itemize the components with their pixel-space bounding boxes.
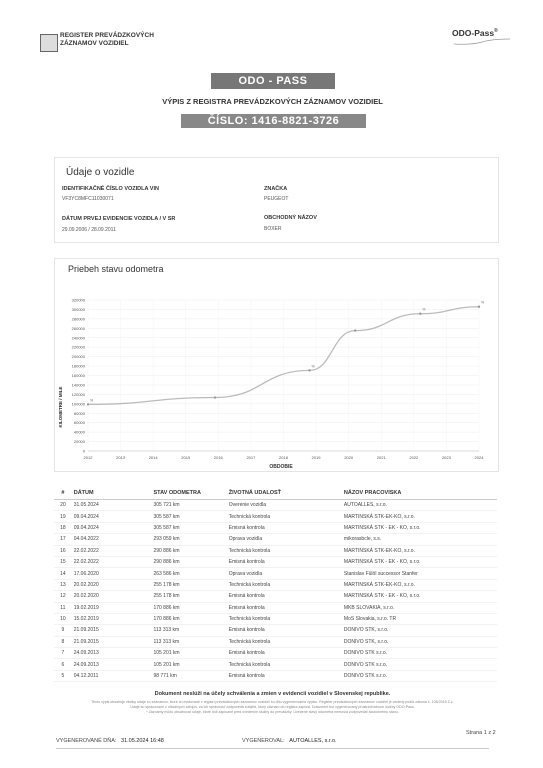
- registry-line-2: ZÁZNAMOV VOZIDIEL: [60, 40, 129, 47]
- y-tick-label: 60000: [73, 420, 85, 426]
- table-row: [54, 659, 497, 670]
- row-number: 6: [54, 659, 72, 670]
- brand-label: ZNAČKA: [264, 186, 288, 192]
- x-tick-label: 2023: [441, 455, 451, 460]
- row-date: 04.12.2011: [72, 670, 152, 681]
- registry-logo-icon: [40, 34, 58, 52]
- y-axis-label: KILOMETRE / MILE: [58, 386, 63, 428]
- x-tick-label: 2018: [279, 455, 288, 460]
- row-workshop: DONIVO STK s.r.o.: [342, 659, 497, 670]
- row-date: 20.02.2020: [72, 591, 152, 602]
- x-tick-label: 2021: [376, 455, 386, 460]
- x-tick-label: 2016: [213, 455, 223, 460]
- table-header-row: [54, 488, 497, 500]
- row-number: 7: [54, 648, 72, 659]
- row-date: 09.04.2024: [72, 511, 152, 522]
- row-workshop: Stanislav Fülöl successor Stanfer: [342, 568, 497, 579]
- row-odometer: 98 771 km: [151, 670, 226, 681]
- registry-line-1: REGISTER PREVÁDZKOVÝCH: [60, 32, 154, 39]
- row-workshop: MARTINSKÁ STK-EK-KO, s.r.o.: [342, 579, 497, 590]
- table-row: [54, 500, 497, 511]
- disclaimer-notice: Dokument neslúži na účely schválenia a zmien v evidencii vozidiel v Slovenskej republike.: [154, 691, 391, 697]
- row-odometer: 305 721 km: [151, 500, 226, 511]
- data-point: [478, 306, 480, 308]
- chart-section-title: Priebeh stavu odometra: [68, 264, 164, 274]
- row-odometer: 113 313 km: [151, 636, 226, 647]
- row-odometer: 255 178 km: [151, 579, 226, 590]
- column-header: ŽIVOTNÁ UDALOSŤ: [227, 488, 342, 500]
- row-event: Oprava vozidla: [227, 568, 342, 579]
- brand-value: PEUGEOT: [264, 196, 289, 202]
- table-row: [54, 636, 497, 647]
- y-tick-label: 0: [82, 448, 85, 454]
- row-number: 12: [54, 591, 72, 602]
- row-event: Emisná kontrola: [227, 602, 342, 613]
- row-odometer: 170 886 km: [151, 602, 226, 613]
- row-date: 15.02.2019: [72, 613, 152, 624]
- table-row: [54, 648, 497, 659]
- row-odometer: 290 886 km: [151, 545, 226, 556]
- row-event: Technická kontrola: [227, 636, 342, 647]
- generated-by-value: AUTOALLES, s.r.o.: [289, 738, 337, 744]
- row-number: 20: [54, 500, 72, 511]
- column-header: NÁZOV PRACOVISKA: [342, 488, 497, 500]
- table-row: [54, 545, 497, 556]
- fine-print-line: Tento výpis obsahuje všetky údaje zo záznamov, ktoré sú evidované v registri prevádzkových záznamov vozidiel ku dňu vygenerovania výpisu. Register prevádzkových záznamov vozidiel je vedený podľa zákona č. 106/2018 Z.z.: [91, 700, 454, 704]
- row-date: 31.05.2024: [72, 500, 152, 511]
- row-workshop: DONIVO STK, s.r.o.: [342, 636, 497, 647]
- row-event: Technická kontrola: [227, 511, 342, 522]
- row-event: Emisná kontrola: [227, 625, 342, 636]
- fine-print: [56, 700, 489, 715]
- row-workshop: MoS Slovakia, s.r.o. TR: [342, 613, 497, 624]
- row-workshop: MARTINSKÁ STK - EK - KO, s.r.o.: [342, 591, 497, 602]
- data-point-label: %: [481, 300, 485, 305]
- footer-divider: [56, 748, 489, 749]
- row-event: Technická kontrola: [227, 545, 342, 556]
- x-axis-label: OBDOBIE: [269, 464, 293, 470]
- data-point-label: %: [422, 307, 426, 312]
- table-row: [54, 579, 497, 590]
- row-event: Emisná kontrola: [227, 591, 342, 602]
- x-tick-label: 2013: [116, 455, 126, 460]
- records-table: [54, 488, 497, 682]
- row-odometer: 255 178 km: [151, 591, 226, 602]
- data-point-label: %: [311, 364, 315, 369]
- row-date: 04.04.2022: [72, 534, 152, 545]
- row-number: 18: [54, 522, 72, 533]
- row-odometer: 263 586 km: [151, 568, 226, 579]
- row-date: 19.02.2019: [72, 602, 152, 613]
- row-number: 11: [54, 602, 72, 613]
- registry-name: [60, 32, 154, 48]
- odo-pass-logo: [452, 28, 498, 38]
- row-date: 21.09.2015: [72, 636, 152, 647]
- table-row: [54, 511, 497, 522]
- generated-by: [242, 738, 337, 744]
- data-point-label: %: [90, 398, 94, 403]
- document-subtitle: VÝPIS Z REGISTRA PREVÁDZKOVÝCH ZÁZNAMOV VOZIDIEL: [162, 97, 383, 106]
- data-point: [354, 329, 356, 331]
- row-number: 8: [54, 636, 72, 647]
- column-header: STAV ODOMETRA: [151, 488, 226, 500]
- first-registration-label: DÁTUM PRVEJ EVIDENCIE VOZIDLA / V SR: [62, 216, 176, 222]
- table-row: [54, 556, 497, 567]
- y-tick-label: 300000: [71, 306, 85, 312]
- y-tick-label: 180000: [71, 363, 85, 369]
- y-tick-label: 200000: [71, 354, 85, 360]
- row-date: 21.09.2015: [72, 625, 152, 636]
- fine-print-line: Údaje sú spracované z oficiálnych zdrojov, za ich správnosť zodpovedá subjekt, ktorý záznam do registra zapísal. Dokument bol vygenerovaný prostredníctvom služby ODO-Pass.: [130, 705, 415, 709]
- row-workshop: MKB SLOVAKIA, s.r.o.: [342, 602, 497, 613]
- x-tick-label: 2022: [409, 455, 419, 460]
- row-number: 10: [54, 613, 72, 624]
- data-point: [308, 369, 310, 371]
- row-event: Overenie vozidla: [227, 500, 342, 511]
- x-tick-label: 2019: [311, 455, 321, 460]
- row-number: 15: [54, 556, 72, 567]
- y-tick-label: 100000: [71, 401, 85, 407]
- column-header: #: [54, 488, 72, 500]
- row-workshop: DONIVO STK, s.r.o.: [342, 625, 497, 636]
- vin-value: VF3YC8MFC11030071: [62, 196, 114, 202]
- row-odometer: 105 201 km: [151, 648, 226, 659]
- model-value: BOXER: [264, 226, 282, 232]
- row-odometer: 305 587 km: [151, 511, 226, 522]
- y-tick-label: 320000: [71, 297, 85, 303]
- row-number: 16: [54, 545, 72, 556]
- y-tick-label: 40000: [73, 429, 85, 435]
- table-row: [54, 534, 497, 545]
- row-workshop: MARTINSKÁ STK-EK-KO, s.r.o.: [342, 545, 497, 556]
- row-date: 22.02.2022: [72, 556, 152, 567]
- row-number: 13: [54, 579, 72, 590]
- row-event: Emisná kontrola: [227, 522, 342, 533]
- row-workshop: MARTINSKÁ STK - EK - KO, s.r.o.: [342, 522, 497, 533]
- row-event: Technická kontrola: [227, 613, 342, 624]
- row-date: 24.09.2013: [72, 659, 152, 670]
- model-label: OBCHODNÝ NÁZOV: [264, 215, 317, 221]
- brand-name: ODO-Pass: [452, 28, 495, 38]
- odometer-chart: [54, 285, 497, 470]
- row-number: 5: [54, 670, 72, 681]
- row-event: Technická kontrola: [227, 579, 342, 590]
- row-number: 17: [54, 534, 72, 545]
- table-row: [54, 568, 497, 579]
- row-odometer: 290 886 km: [151, 556, 226, 567]
- vehicle-section-title: Údaje o vozidle: [66, 167, 135, 178]
- x-tick-label: 2014: [148, 455, 158, 460]
- document-number: ČÍSLO: 1416-8821-3726: [181, 114, 366, 128]
- y-tick-label: 160000: [71, 373, 85, 378]
- document-title: ODO - PASS: [211, 73, 335, 89]
- data-point: [419, 313, 421, 315]
- row-workshop: MARTINSKÁ STK - EK - KO, s.r.o.: [342, 556, 497, 567]
- row-event: Emisná kontrola: [227, 648, 342, 659]
- x-tick-label: 2015: [181, 455, 191, 460]
- first-registration-value: 29.09.2006 / 28.09.2011: [62, 227, 116, 233]
- row-event: Oprava vozidla: [227, 534, 342, 545]
- y-tick-label: 220000: [71, 344, 85, 350]
- row-event: Emisná kontrola: [227, 670, 342, 681]
- row-date: 24.09.2013: [72, 648, 152, 659]
- table-row: [54, 613, 497, 624]
- row-event: Emisná kontrola: [227, 556, 342, 567]
- row-date: 20.02.2020: [72, 579, 152, 590]
- y-tick-label: 80000: [73, 410, 85, 416]
- row-workshop: MARTINSKÁ STK-EK-KO, s.r.o.: [342, 511, 497, 522]
- row-date: 17.06.2020: [72, 568, 152, 579]
- y-tick-label: 20000: [73, 439, 85, 445]
- y-tick-label: 240000: [71, 335, 85, 341]
- row-workshop: DONIVO STK s.r.o.: [342, 648, 497, 659]
- generated-date: [56, 738, 164, 744]
- row-workshop: mikorasbcle, s.s.: [342, 534, 497, 545]
- generated-by-label: VYGENEROVAL:: [242, 738, 285, 744]
- table-row: [54, 625, 497, 636]
- column-header: DÁTUM: [72, 488, 152, 500]
- generated-label: VYGENEROVANÉ DŇA:: [56, 738, 117, 744]
- data-point: [87, 403, 89, 405]
- row-odometer: 305 587 km: [151, 522, 226, 533]
- row-odometer: 113 313 km: [151, 625, 226, 636]
- x-tick-label: 2017: [246, 455, 256, 460]
- row-odometer: 293 059 km: [151, 534, 226, 545]
- vin-label: IDENTIFIKAČNÉ ČÍSLO VOZIDLA VIN: [62, 186, 159, 192]
- page-number: Strana 1 z 2: [466, 730, 496, 736]
- x-tick-label: 2020: [344, 455, 354, 460]
- brand-mark: ®: [494, 28, 498, 35]
- data-point: [214, 396, 216, 398]
- generated-value: 31.05.2024 16:48: [121, 738, 164, 744]
- x-tick-label: 2012: [83, 455, 93, 460]
- table-row: [54, 602, 497, 613]
- x-tick-label: 2024: [474, 455, 484, 460]
- table-row: [54, 522, 497, 533]
- row-odometer: 170 886 km: [151, 613, 226, 624]
- table-row: [54, 670, 497, 681]
- y-tick-label: 260000: [71, 325, 85, 331]
- y-tick-label: 280000: [71, 316, 85, 322]
- row-workshop: AUTOALLES, s.r.o.: [342, 500, 497, 511]
- row-number: 19: [54, 511, 72, 522]
- y-tick-label: 120000: [71, 391, 85, 397]
- y-tick-label: 140000: [71, 382, 85, 388]
- row-number: 14: [54, 568, 72, 579]
- row-number: 9: [54, 625, 72, 636]
- row-odometer: 105 201 km: [151, 659, 226, 670]
- table-row: [54, 591, 497, 602]
- fine-print-line: * Záznamy môžu obsahovať údaje, ktoré boli zapísané pred uvedením služby do prevádzky. Uvedené stavy odometra nemusia zodpovedať skutočnému stavu.: [146, 710, 399, 714]
- odo-pass-swoosh-icon: [452, 38, 512, 46]
- row-event: Technická kontrola: [227, 659, 342, 670]
- row-workshop: DONIVO STK s.r.o.: [342, 670, 497, 681]
- row-date: 22.02.2022: [72, 545, 152, 556]
- row-date: 09.04.2024: [72, 522, 152, 533]
